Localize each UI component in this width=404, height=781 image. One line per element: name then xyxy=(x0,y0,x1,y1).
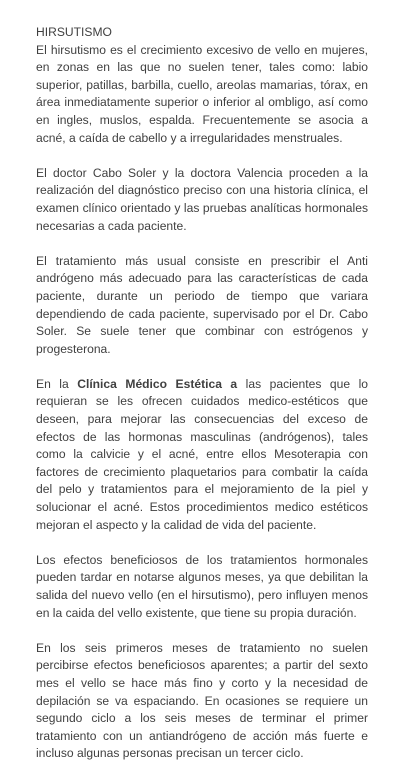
clinic-intro-text: En la xyxy=(36,376,78,391)
clinic-name: Clínica Médico Estética a xyxy=(77,376,238,391)
paragraph-diagnosis: El doctor Cabo Soler y la doctora Valencia proceden a la realización del diagnóstico preciso con una historia clínica, el examen clínico orientado y las pruebas analíticas hormonales necesarias a cada paciente. xyxy=(36,165,368,233)
paragraph-clinic xyxy=(36,376,368,534)
paragraph-effects: Los efectos beneficiosos de los tratamientos hormonales pueden tardar en notarse algunos meses, ya que debilitan la salida del nuevo vello (en el hirsutismo), pero influyen menos en la caida del vello existente, que tiene su propia duración. xyxy=(36,552,368,620)
paragraph-treatment: El tratamiento más usual consiste en prescribir el Anti andrógeno más adecuado para las características de cada paciente, durante un periodo de tiempo que variara dependiendo de cada paciente, supervisado por el Dr. Cabo Soler. Se suele tener que combinar con estrógenos y progesterona. xyxy=(36,253,368,356)
paragraph-definition: El hirsutismo es el crecimiento excesivo de vello en mujeres, en zonas en las que no suelen tener, tales como: labio superior, patillas, barbilla, cuello, areolas mamarias, tórax, en área inmediatamente superior o inferior al ombligo, así como en ingles, muslos, espalda. Frecuentemente se asocia a acné, a caída de cabello y a irregularidades menstruales. xyxy=(36,42,368,145)
document-body xyxy=(36,24,368,781)
paragraph-timeline: En los seis primeros meses de tratamiento no suelen percibirse efectos beneficiosos aparentes; a partir del sexto mes el vello se hace más fino y corto y la necesidad de depilación se va espaciando. En ocasiones se requiere un segundo ciclo a los seis meses de terminar el primer tratamiento con un antiandrógeno de acción más fuerte e incluso algunas personas precisan un tercer ciclo. xyxy=(36,640,368,761)
clinic-description-text: las pacientes que lo requieran se les ofrecen cuidados medico-estéticos que deseen, para mejorar las consecuencias del exceso de efectos de las hormonas masculinas (andrógenos), tales como la calvicie y el acné, entre ellos Mesoterapia con factores de crecimiento plaquetarios para combatir la caída del pelo y tratamientos para el mejoramiento de la piel y solucionar el acné. Estos procedimientos medico estéticos mejoran el aspecto y la calidad de vida del paciente. xyxy=(36,376,368,532)
document-title: HIRSUTISMO xyxy=(36,25,112,39)
